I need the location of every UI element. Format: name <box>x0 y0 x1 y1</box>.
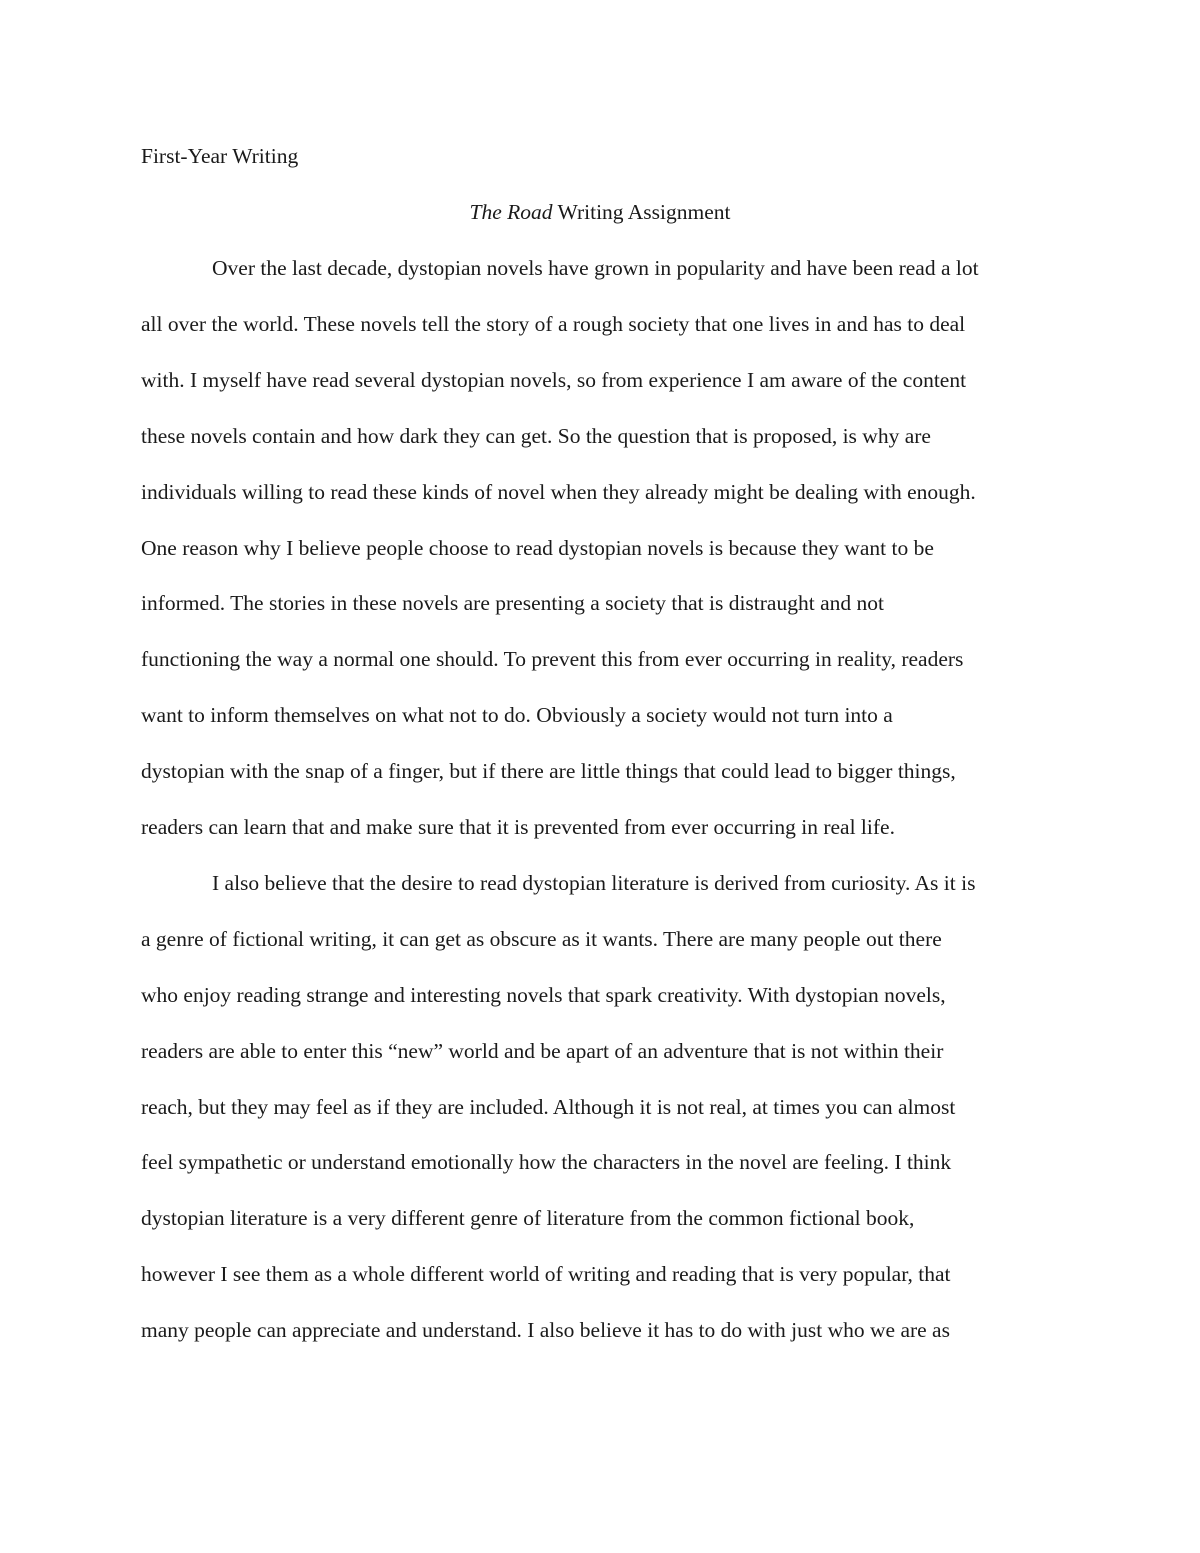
body-line: Over the last decade, dystopian novels have grown in popularity and have been read a lot <box>212 256 979 280</box>
body-line: all over the world. These novels tell the story of a rough society that one lives in and has to deal <box>141 311 966 336</box>
course-heading: First-Year Writing <box>141 144 299 168</box>
body-line: feel sympathetic or understand emotionally how the characters in the novel are feeling. I think <box>141 1150 952 1175</box>
body-line: with. I myself have read several dystopian novels, so from experience I am aware of the content <box>141 367 967 392</box>
book-title: The Road <box>469 200 553 224</box>
body-line: dystopian with the snap of a finger, but if there are little things that could lead to bigger things, <box>141 759 956 784</box>
body-line: readers can learn that and make sure that it is prevented from ever occurring in real life. <box>141 815 895 839</box>
body-line: individuals willing to read these kinds of novel when they already might be dealing with enough. <box>141 479 976 504</box>
body-line: many people can appreciate and understand. I also believe it has to do with just who we are as <box>141 1318 950 1343</box>
title-rest: Writing Assignment <box>552 200 731 224</box>
body-line: functioning the way a normal one should. To prevent this from ever occurring in reality, readers <box>141 647 964 672</box>
body-line: readers are able to enter this “new” world and be apart of an adventure that is not within their <box>141 1038 944 1063</box>
body-line: reach, but they may feel as if they are included. Although it is not real, at times you can almost <box>141 1094 956 1119</box>
body-line: I also believe that the desire to read dystopian literature is derived from curiosity. As it is <box>212 870 976 895</box>
body-line: a genre of fictional writing, it can get as obscure as it wants. There are many people out there <box>141 926 942 951</box>
body-line: want to inform themselves on what not to do. Obviously a society would not turn into a <box>141 703 893 728</box>
body-line: One reason why I believe people choose to read dystopian novels is because they want to be <box>141 535 934 560</box>
assignment-title <box>0 198 1200 226</box>
body-line: who enjoy reading strange and interesting novels that spark creativity. With dystopian novels, <box>141 982 946 1007</box>
body-line: however I see them as a whole different world of writing and reading that is very popular, that <box>141 1262 951 1287</box>
body-line: dystopian literature is a very different genre of literature from the common fictional book, <box>141 1206 915 1231</box>
body-line: these novels contain and how dark they can get. So the question that is proposed, is why are <box>141 423 931 448</box>
body-line: informed. The stories in these novels are presenting a society that is distraught and not <box>141 591 884 616</box>
